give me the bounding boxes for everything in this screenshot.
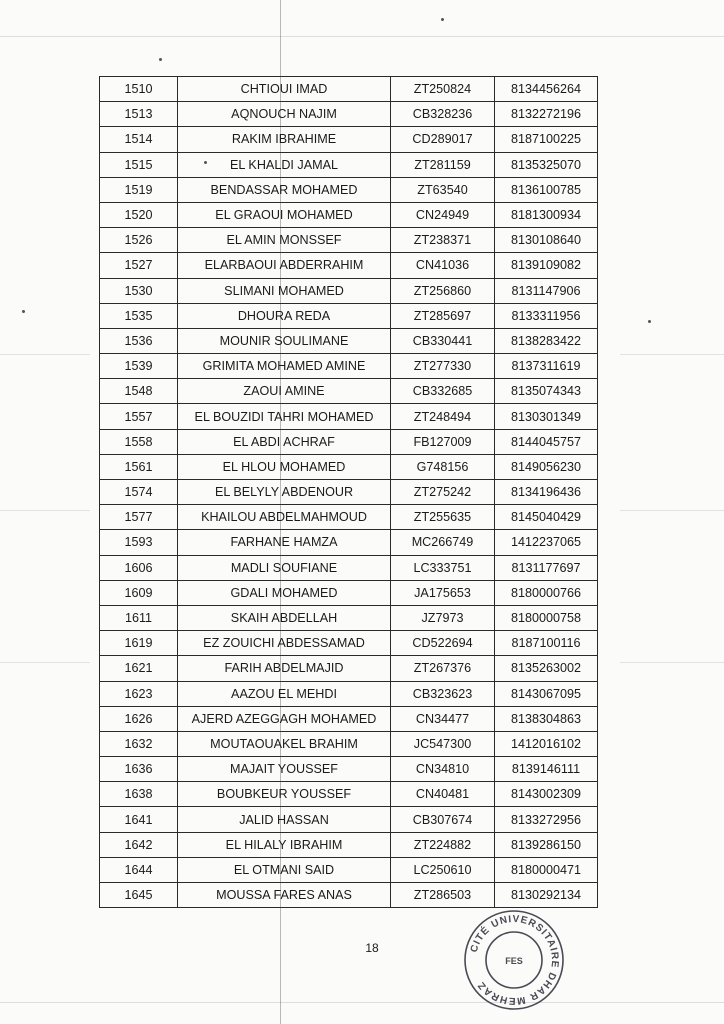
- table-row: [100, 102, 598, 127]
- row-number-cell: 1577: [100, 505, 178, 530]
- table-row: [100, 857, 598, 882]
- table-row: [100, 656, 598, 681]
- row-document-cell: CN41036: [391, 253, 495, 278]
- page-number: 18: [365, 941, 379, 955]
- row-number-cell: 1623: [100, 681, 178, 706]
- row-number-cell: 1527: [100, 253, 178, 278]
- row-name-cell: BOUBKEUR YOUSSEF: [178, 782, 391, 807]
- row-code-cell: 8145040429: [495, 505, 598, 530]
- row-name-cell: MOUTAOUAKEL BRAHIM: [178, 731, 391, 756]
- row-number-cell: 1619: [100, 631, 178, 656]
- row-name-cell: MADLI SOUFIANE: [178, 555, 391, 580]
- table-row: [100, 782, 598, 807]
- row-code-cell: 8130108640: [495, 228, 598, 253]
- scan-artifact-dot: [648, 320, 651, 323]
- row-code-cell: 8130301349: [495, 404, 598, 429]
- row-number-cell: 1638: [100, 782, 178, 807]
- row-code-cell: 1412016102: [495, 731, 598, 756]
- table-row: [100, 127, 598, 152]
- row-code-cell: 8139109082: [495, 253, 598, 278]
- row-number-cell: 1519: [100, 177, 178, 202]
- scan-artifact-line: [0, 354, 90, 355]
- row-code-cell: 8138304863: [495, 706, 598, 731]
- row-document-cell: CN40481: [391, 782, 495, 807]
- row-name-cell: GRIMITA MOHAMED AMINE: [178, 354, 391, 379]
- row-name-cell: JALID HASSAN: [178, 807, 391, 832]
- scan-artifact-dot: [441, 18, 444, 21]
- scan-artifact-line: [620, 510, 724, 511]
- table-row: [100, 505, 598, 530]
- table-row: [100, 354, 598, 379]
- table-row: [100, 631, 598, 656]
- row-number-cell: 1621: [100, 656, 178, 681]
- row-number-cell: 1557: [100, 404, 178, 429]
- row-code-cell: 8130292134: [495, 883, 598, 908]
- row-number-cell: 1526: [100, 228, 178, 253]
- row-code-cell: 8144045757: [495, 429, 598, 454]
- row-number-cell: 1574: [100, 480, 178, 505]
- row-number-cell: 1535: [100, 303, 178, 328]
- row-number-cell: 1558: [100, 429, 178, 454]
- row-document-cell: JZ7973: [391, 605, 495, 630]
- table-row: [100, 177, 598, 202]
- table-row: [100, 152, 598, 177]
- row-name-cell: SLIMANI MOHAMED: [178, 278, 391, 303]
- row-number-cell: 1642: [100, 832, 178, 857]
- row-document-cell: ZT275242: [391, 480, 495, 505]
- row-document-cell: CN24949: [391, 202, 495, 227]
- row-document-cell: FB127009: [391, 429, 495, 454]
- table-row: [100, 681, 598, 706]
- table-row: [100, 454, 598, 479]
- row-name-cell: EL ABDI ACHRAF: [178, 429, 391, 454]
- row-code-cell: 8135263002: [495, 656, 598, 681]
- row-name-cell: EL KHALDI JAMAL: [178, 152, 391, 177]
- row-document-cell: CB328236: [391, 102, 495, 127]
- row-document-cell: ZT63540: [391, 177, 495, 202]
- row-document-cell: ZT255635: [391, 505, 495, 530]
- row-document-cell: CB330441: [391, 328, 495, 353]
- scan-artifact-line: [0, 662, 90, 663]
- table-row: [100, 883, 598, 908]
- scan-artifact-line: [0, 36, 724, 37]
- table-row: [100, 706, 598, 731]
- row-code-cell: 8187100225: [495, 127, 598, 152]
- row-number-cell: 1632: [100, 731, 178, 756]
- row-code-cell: 8181300934: [495, 202, 598, 227]
- table-row: [100, 429, 598, 454]
- row-document-cell: ZT238371: [391, 228, 495, 253]
- row-document-cell: CD522694: [391, 631, 495, 656]
- row-number-cell: 1609: [100, 580, 178, 605]
- row-number-cell: 1513: [100, 102, 178, 127]
- row-document-cell: CN34810: [391, 757, 495, 782]
- table-row: [100, 530, 598, 555]
- row-name-cell: DHOURA REDA: [178, 303, 391, 328]
- row-code-cell: 8135325070: [495, 152, 598, 177]
- row-name-cell: MOUNIR SOULIMANE: [178, 328, 391, 353]
- row-number-cell: 1606: [100, 555, 178, 580]
- table-row: [100, 303, 598, 328]
- table-row: [100, 228, 598, 253]
- row-name-cell: GDALI MOHAMED: [178, 580, 391, 605]
- row-number-cell: 1636: [100, 757, 178, 782]
- row-name-cell: EL OTMANI SAID: [178, 857, 391, 882]
- scan-artifact-line: [620, 354, 724, 355]
- row-name-cell: FARHANE HAMZA: [178, 530, 391, 555]
- roster-table-body: [100, 77, 598, 908]
- row-name-cell: CHTIOUI IMAD: [178, 77, 391, 102]
- row-number-cell: 1514: [100, 127, 178, 152]
- row-number-cell: 1520: [100, 202, 178, 227]
- scan-artifact-line: [620, 662, 724, 663]
- row-code-cell: 8137311619: [495, 354, 598, 379]
- table-row: [100, 202, 598, 227]
- row-number-cell: 1611: [100, 605, 178, 630]
- row-code-cell: 8139146111: [495, 757, 598, 782]
- row-name-cell: MAJAIT YOUSSEF: [178, 757, 391, 782]
- row-code-cell: 8139286150: [495, 832, 598, 857]
- row-document-cell: ZT281159: [391, 152, 495, 177]
- row-name-cell: ZAOUI AMINE: [178, 379, 391, 404]
- row-number-cell: 1536: [100, 328, 178, 353]
- table-row: [100, 580, 598, 605]
- roster-table: [99, 76, 598, 908]
- row-name-cell: AQNOUCH NAJIM: [178, 102, 391, 127]
- row-document-cell: ZT224882: [391, 832, 495, 857]
- scan-artifact-line: [0, 510, 90, 511]
- row-name-cell: AAZOU EL MEHDI: [178, 681, 391, 706]
- row-code-cell: 8131177697: [495, 555, 598, 580]
- row-name-cell: KHAILOU ABDELMAHMOUD: [178, 505, 391, 530]
- row-document-cell: CB307674: [391, 807, 495, 832]
- row-name-cell: EL GRAOUI MOHAMED: [178, 202, 391, 227]
- table-row: [100, 757, 598, 782]
- row-code-cell: 8133311956: [495, 303, 598, 328]
- row-number-cell: 1539: [100, 354, 178, 379]
- row-document-cell: ZT267376: [391, 656, 495, 681]
- row-name-cell: EL HLOU MOHAMED: [178, 454, 391, 479]
- row-name-cell: SKAIH ABDELLAH: [178, 605, 391, 630]
- row-document-cell: CN34477: [391, 706, 495, 731]
- table-row: [100, 379, 598, 404]
- row-code-cell: 8136100785: [495, 177, 598, 202]
- row-document-cell: LC250610: [391, 857, 495, 882]
- row-document-cell: ZT277330: [391, 354, 495, 379]
- row-code-cell: 8180000766: [495, 580, 598, 605]
- stamp-ring-text: CITÉ UNIVERSITAIRE DHAR MEHRAZ: [468, 913, 561, 1007]
- table-row: [100, 77, 598, 102]
- row-document-cell: G748156: [391, 454, 495, 479]
- row-code-cell: 8134456264: [495, 77, 598, 102]
- table-row: [100, 328, 598, 353]
- row-code-cell: 8134196436: [495, 480, 598, 505]
- row-number-cell: 1593: [100, 530, 178, 555]
- scan-artifact-dot: [159, 58, 162, 61]
- row-name-cell: MOUSSA FARES ANAS: [178, 883, 391, 908]
- table-row: [100, 253, 598, 278]
- row-code-cell: 1412237065: [495, 530, 598, 555]
- row-name-cell: RAKIM IBRAHIME: [178, 127, 391, 152]
- row-name-cell: EL HILALY IBRAHIM: [178, 832, 391, 857]
- row-number-cell: 1548: [100, 379, 178, 404]
- row-document-cell: JA175653: [391, 580, 495, 605]
- row-document-cell: JC547300: [391, 731, 495, 756]
- table-row: [100, 278, 598, 303]
- row-number-cell: 1641: [100, 807, 178, 832]
- row-code-cell: 8149056230: [495, 454, 598, 479]
- row-name-cell: EL AMIN MONSSEF: [178, 228, 391, 253]
- stamp-center-text: FES: [505, 956, 523, 966]
- scan-artifact-dot: [22, 310, 25, 313]
- table-row: [100, 807, 598, 832]
- table-row: [100, 605, 598, 630]
- row-code-cell: 8133272956: [495, 807, 598, 832]
- row-code-cell: 8180000471: [495, 857, 598, 882]
- row-document-cell: LC333751: [391, 555, 495, 580]
- table-row: [100, 555, 598, 580]
- table-row: [100, 404, 598, 429]
- row-number-cell: 1510: [100, 77, 178, 102]
- row-number-cell: 1645: [100, 883, 178, 908]
- row-code-cell: 8143067095: [495, 681, 598, 706]
- row-number-cell: 1644: [100, 857, 178, 882]
- table-row: [100, 731, 598, 756]
- row-document-cell: CB332685: [391, 379, 495, 404]
- institution-stamp: [456, 908, 572, 1012]
- row-code-cell: 8143002309: [495, 782, 598, 807]
- row-code-cell: 8135074343: [495, 379, 598, 404]
- row-number-cell: 1515: [100, 152, 178, 177]
- row-document-cell: CB323623: [391, 681, 495, 706]
- row-document-cell: CD289017: [391, 127, 495, 152]
- row-number-cell: 1626: [100, 706, 178, 731]
- row-name-cell: EL BELYLY ABDENOUR: [178, 480, 391, 505]
- row-document-cell: MC266749: [391, 530, 495, 555]
- row-document-cell: ZT286503: [391, 883, 495, 908]
- row-name-cell: FARIH ABDELMAJID: [178, 656, 391, 681]
- row-name-cell: EL BOUZIDI TAHRI MOHAMED: [178, 404, 391, 429]
- row-code-cell: 8131147906: [495, 278, 598, 303]
- row-name-cell: EZ ZOUICHI ABDESSAMAD: [178, 631, 391, 656]
- table-row: [100, 832, 598, 857]
- row-code-cell: 8132272196: [495, 102, 598, 127]
- row-document-cell: ZT256860: [391, 278, 495, 303]
- scan-artifact-line: [0, 1002, 724, 1003]
- row-name-cell: ELARBAOUI ABDERRAHIM: [178, 253, 391, 278]
- row-name-cell: BENDASSAR MOHAMED: [178, 177, 391, 202]
- row-code-cell: 8187100116: [495, 631, 598, 656]
- row-name-cell: AJERD AZEGGAGH MOHAMED: [178, 706, 391, 731]
- row-document-cell: ZT250824: [391, 77, 495, 102]
- row-number-cell: 1530: [100, 278, 178, 303]
- row-document-cell: ZT248494: [391, 404, 495, 429]
- row-code-cell: 8180000758: [495, 605, 598, 630]
- row-code-cell: 8138283422: [495, 328, 598, 353]
- row-document-cell: ZT285697: [391, 303, 495, 328]
- row-number-cell: 1561: [100, 454, 178, 479]
- table-row: [100, 480, 598, 505]
